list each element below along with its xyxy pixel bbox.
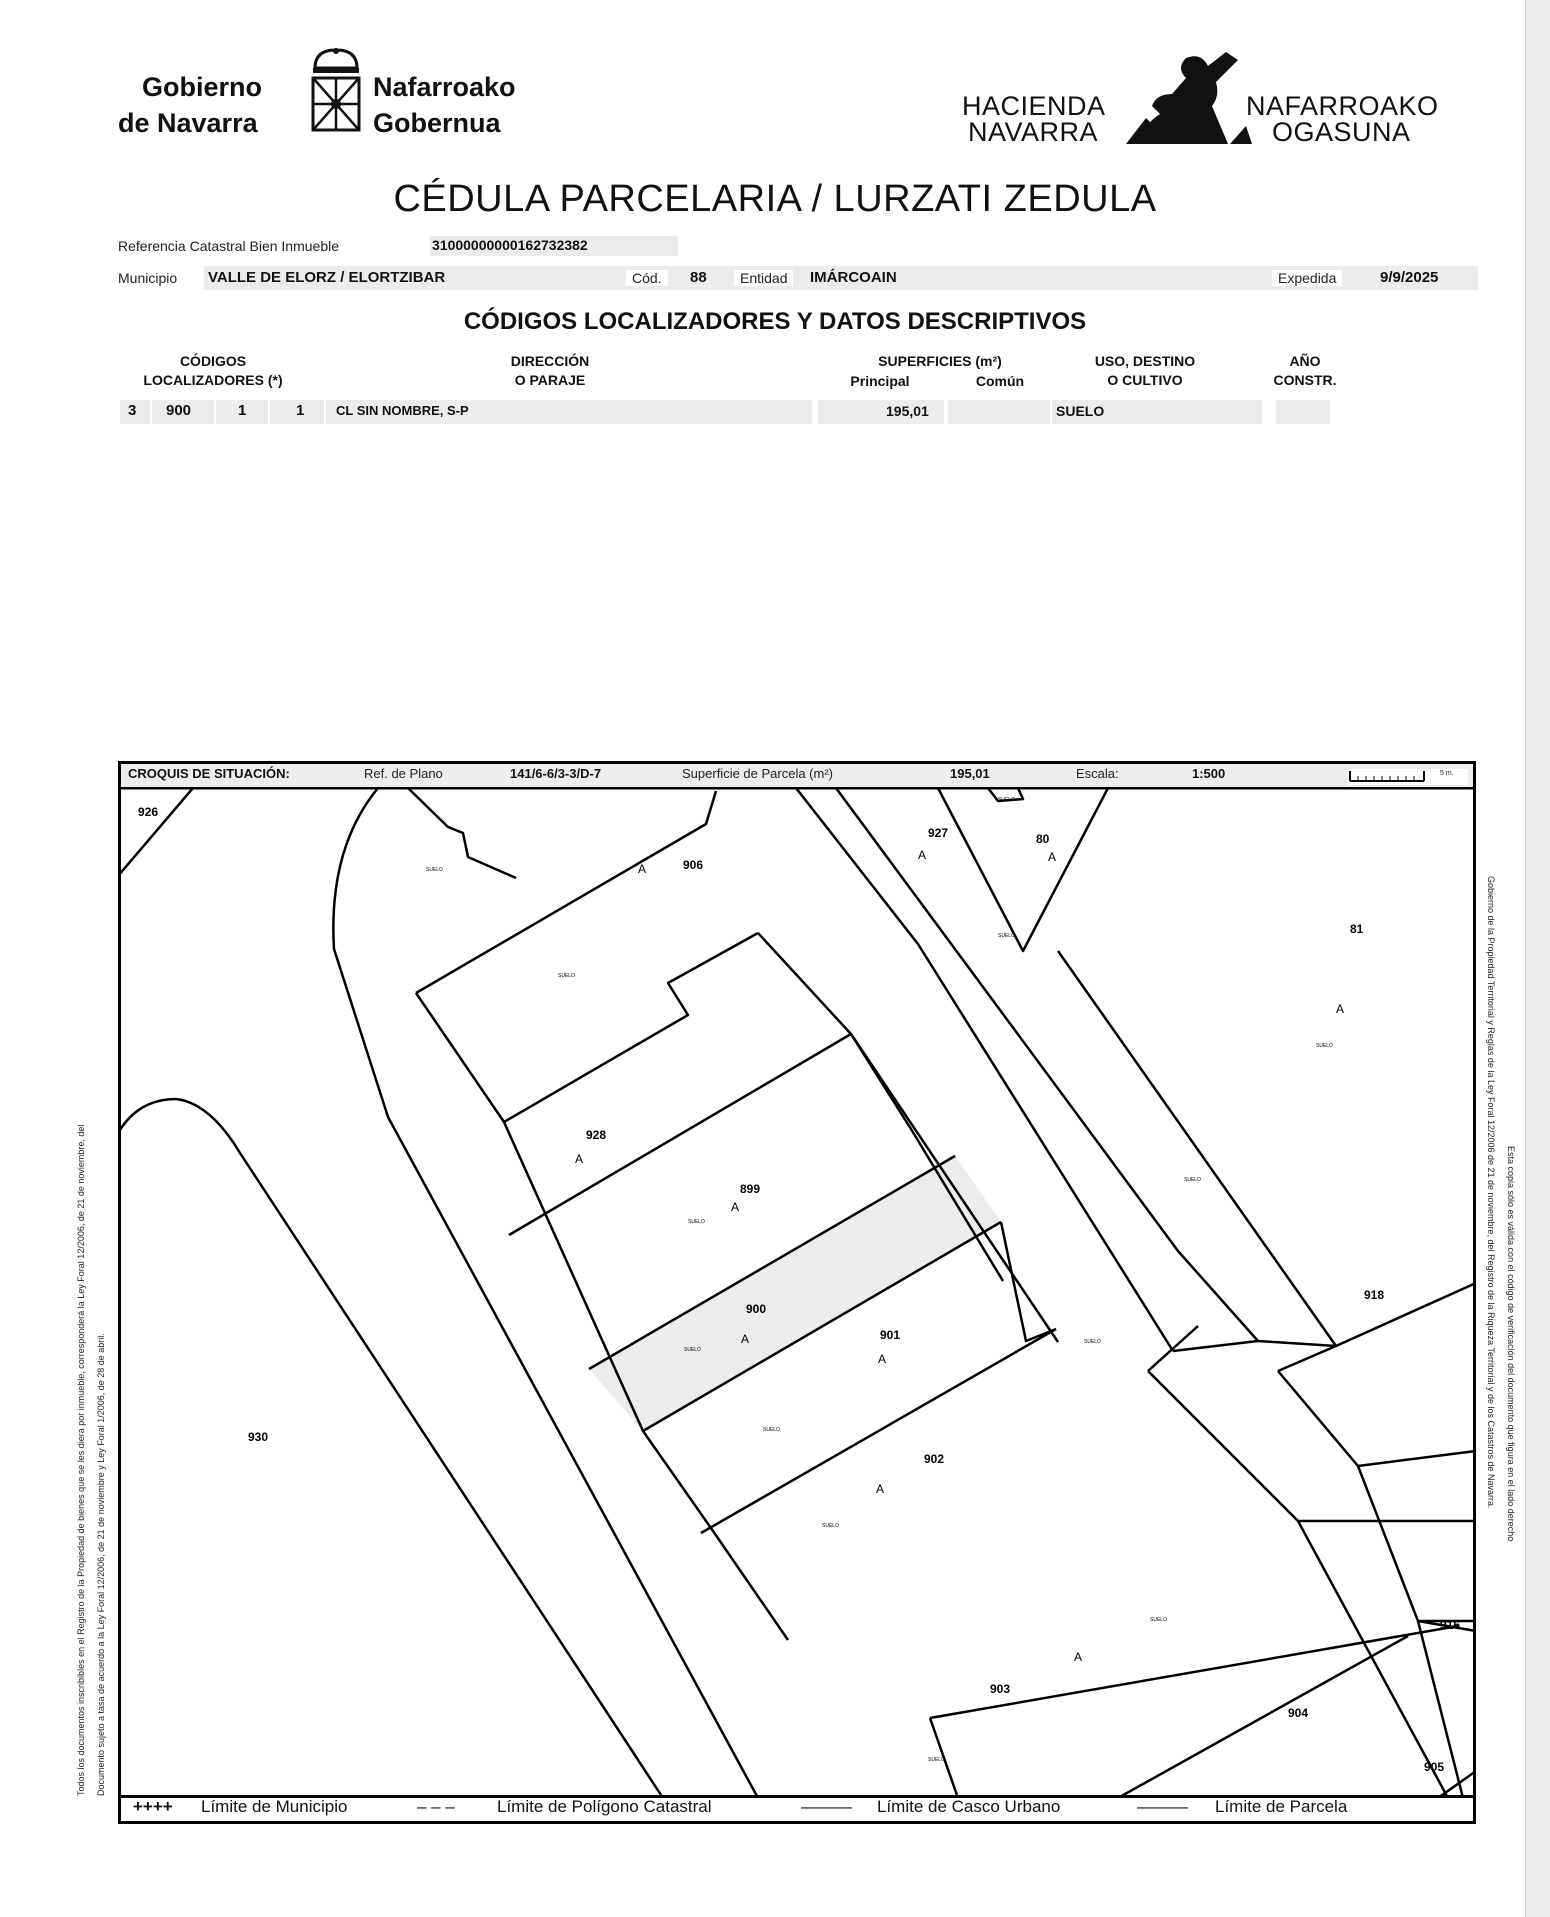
- cod-value: 88: [690, 269, 707, 286]
- svg-text:A: A: [918, 848, 927, 862]
- croquis-escala-value: 1:500: [1192, 766, 1226, 781]
- svg-text:SUELO: SUELO: [822, 1523, 839, 1529]
- parcel-904: 904: [1288, 1706, 1309, 1720]
- parcel-902: 902: [924, 1452, 945, 1466]
- col-ano: AÑO CONSTR.: [1273, 353, 1337, 388]
- map-legend: [118, 1796, 1476, 1824]
- side-text-right-1: Gobierno de la Propiedad Territorial y Reglas de la Ley Foral 12/2006 de 21 de noviembre, del Registro de la Riqueza Territorial y de los Catastros de Navarra.: [1486, 876, 1496, 1509]
- parcel-916: 916: [1440, 1618, 1461, 1632]
- hacienda-figure-icon: [1116, 48, 1256, 148]
- municipio-value: VALLE DE ELORZ / ELORTZIBAR: [208, 269, 446, 286]
- parcel-903: 903: [990, 1682, 1011, 1696]
- ref-label: Referencia Catastral Bien Inmueble: [118, 238, 340, 254]
- croquis-map: [118, 761, 1476, 1798]
- row-codigo-2: 900: [166, 402, 192, 419]
- gov-eu-line2: Gobernua: [373, 108, 501, 138]
- navarra-coat-of-arms-icon: [301, 46, 371, 138]
- municipio-label: Municipio: [118, 270, 178, 286]
- col-codigos: CÓDIGOS LOCALIZADORES (*): [143, 353, 283, 388]
- expedida-value: 9/9/2025: [1380, 269, 1439, 286]
- row-uso: SUELO: [1056, 403, 1105, 419]
- page-edge: [1525, 0, 1550, 1917]
- svg-text:SUELO: SUELO: [688, 1219, 705, 1225]
- parcel-930: 930: [248, 1430, 269, 1444]
- parcel-81: 81: [1350, 922, 1364, 936]
- document-title: CÉDULA PARCELARIA / LURZATI ZEDULA: [393, 178, 1157, 220]
- col-comun: Común: [975, 373, 1025, 389]
- entidad-label: Entidad: [734, 270, 793, 286]
- side-text-left-2: Documento sujeto a tasa de acuerdo a la Ley Foral 12/2006, de 21 de noviembre y Ley Foral 1/2006, de 28 de abril.: [96, 1333, 106, 1796]
- parcel-926: 926: [138, 805, 159, 819]
- parcel-901: 901: [880, 1328, 901, 1342]
- legend-poligono: Límite de Polígono Catastral: [497, 1797, 712, 1816]
- parcel-905: 905: [1424, 1760, 1445, 1774]
- side-text-left-1: Todos los documentos inscribibles en el Registro de la Propiedad de bienes que se les diera por inmueble, corresponderá la Ley Foral 12/2006, de 21 de noviembre, del: [76, 1124, 86, 1796]
- svg-text:A: A: [1048, 850, 1057, 864]
- svg-text:SUELO: SUELO: [1084, 1339, 1101, 1345]
- croquis-sup-label: Superficie de Parcela (m²): [682, 766, 833, 781]
- legend-parcela: Límite de Parcela: [1215, 1797, 1348, 1816]
- legend-symbol-casco: ———: [801, 1797, 852, 1816]
- svg-text:A: A: [876, 1482, 885, 1496]
- svg-text:SUELO: SUELO: [558, 973, 575, 979]
- legend-symbol-parcela: ———: [1137, 1797, 1188, 1816]
- svg-text:A: A: [638, 862, 647, 876]
- gov-eu-line1: Nafarroako: [373, 72, 516, 102]
- gov-es-line1: Gobierno: [142, 72, 262, 102]
- svg-text:SUELO: SUELO: [998, 797, 1015, 803]
- row-codigo-4: 1: [296, 402, 305, 419]
- hacienda-eu-line1: NAFARROAKO: [1246, 91, 1439, 121]
- hacienda-eu-line2: OGASUNA: [1272, 117, 1411, 147]
- parcel-928: 928: [586, 1128, 607, 1142]
- parcel-899: 899: [740, 1182, 761, 1196]
- col-principal: Principal: [850, 373, 910, 389]
- svg-text:A: A: [878, 1352, 887, 1366]
- svg-text:A: A: [1336, 1002, 1345, 1016]
- row-direccion: CL SIN NOMBRE, S-P: [336, 403, 469, 418]
- svg-text:A: A: [575, 1152, 584, 1166]
- ref-value: 31000000000162732382: [432, 237, 588, 253]
- svg-text:SUELO: SUELO: [763, 1427, 780, 1433]
- svg-text:SUELO: SUELO: [928, 1757, 945, 1763]
- row-principal: 195,01: [886, 403, 929, 419]
- side-text-right-2: Esta copia sólo es válida con el código de verificación del documento que figura en el lado derecho: [1506, 1146, 1516, 1542]
- croquis-label: CROQUIS DE SITUACIÓN:: [128, 766, 290, 781]
- svg-text:SUELO: SUELO: [426, 867, 443, 873]
- section-title: CÓDIGOS LOCALIZADORES Y DATOS DESCRIPTIVOS: [463, 308, 1087, 335]
- entidad-value: IMÁRCOAIN: [810, 269, 897, 286]
- scale-unit: 5 m.: [1440, 770, 1454, 777]
- legend-casco: Límite de Casco Urbano: [877, 1797, 1061, 1816]
- col-uso: USO, DESTINO O CULTIVO: [1094, 353, 1196, 388]
- cod-label: Cód.: [626, 270, 668, 286]
- parcel-80: 80: [1036, 832, 1050, 846]
- parcel-906: 906: [683, 858, 704, 872]
- svg-text:SUELO: SUELO: [1184, 1177, 1201, 1183]
- legend-symbol-municipio: ++++: [133, 1797, 173, 1816]
- croquis-ref-label: Ref. de Plano: [364, 766, 443, 781]
- svg-text:A: A: [731, 1200, 740, 1214]
- croquis-ref-value: 141/6-6/3-3/D-7: [510, 766, 602, 781]
- svg-text:A: A: [1074, 1650, 1083, 1664]
- row-codigo-3: 1: [238, 402, 247, 419]
- svg-text:SUELO: SUELO: [1150, 1617, 1167, 1623]
- row-codigo-1: 3: [128, 402, 137, 419]
- hacienda-es-line2: NAVARRA: [968, 117, 1099, 147]
- gov-es-line2: de Navarra: [118, 108, 258, 138]
- parcel-900: 900: [746, 1302, 767, 1316]
- parcel-918: 918: [1364, 1288, 1385, 1302]
- hacienda-es-line1: HACIENDA: [962, 91, 1106, 121]
- legend-municipio: Límite de Municipio: [201, 1797, 348, 1816]
- parcel-927: 927: [928, 826, 949, 840]
- croquis-sup-value: 195,01: [950, 766, 990, 781]
- col-superficies: SUPERFICIES (m²): [878, 353, 1002, 369]
- col-direccion: DIRECCIÓN O PARAJE: [510, 353, 590, 388]
- svg-text:SUELO: SUELO: [998, 933, 1015, 939]
- subject-parcel: [589, 1156, 1001, 1431]
- legend-symbol-poligono: – – –: [417, 1797, 455, 1816]
- svg-text:SUELO: SUELO: [684, 1347, 701, 1353]
- croquis-escala-label: Escala:: [1076, 766, 1119, 781]
- expedida-label: Expedida: [1272, 270, 1342, 286]
- svg-text:A: A: [741, 1332, 750, 1346]
- svg-text:SUELO: SUELO: [1316, 1043, 1333, 1049]
